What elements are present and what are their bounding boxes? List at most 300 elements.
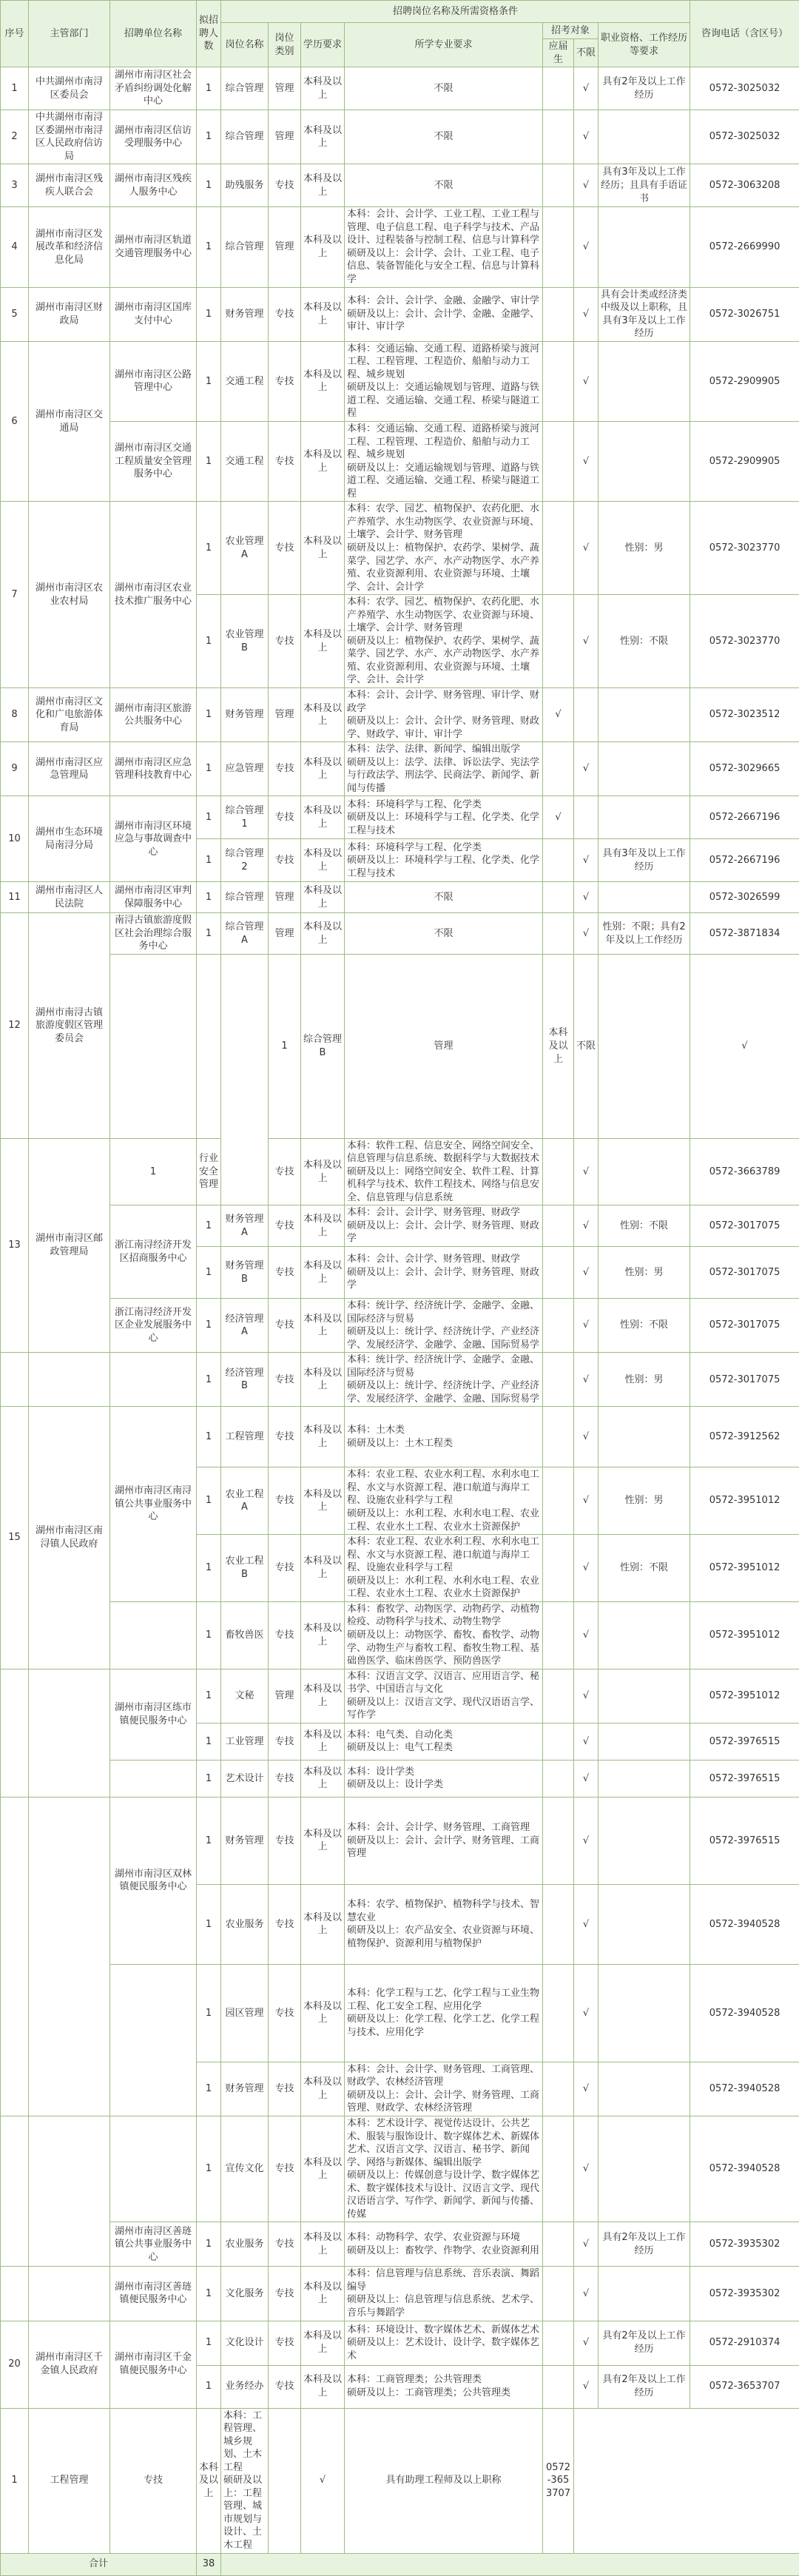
cell-index: 5 <box>1 287 29 341</box>
cell-major <box>345 2267 543 2321</box>
cell-edu: 本科及以上 <box>543 954 574 1138</box>
cell-any-check: √ <box>574 2321 599 2365</box>
cell-unit <box>221 954 269 1205</box>
cell-count: 1 <box>1 2408 29 2553</box>
header-fresh: 应届生 <box>543 39 574 67</box>
cell-any-check: √ <box>574 742 599 796</box>
cell-post: 工程管理 <box>221 1407 269 1467</box>
cell-phone: 0572-3976515 <box>690 1760 799 1797</box>
cell-any-check: √ <box>574 1353 599 1407</box>
major-line: 硕研及以上：会计、会计学、财务管理、工商管理 <box>347 1835 540 1860</box>
cell-index: 1 <box>1 67 29 110</box>
cell-any-check: √ <box>574 913 599 955</box>
cell-other-req: 具有2年及以上工作经历 <box>599 2321 690 2365</box>
cell-major <box>345 341 543 421</box>
cell-other-req: 性别：不限 <box>599 1535 690 1602</box>
cell-post: 交通工程 <box>221 422 269 502</box>
cell-dept <box>29 1669 110 1797</box>
major-line: 硕研及以上：水利工程、水利水电工程、农业工程、农业水土工程、农业水土资源保护 <box>347 1507 540 1533</box>
table-row <box>1 164 799 207</box>
cell-count: 1 <box>197 2365 221 2408</box>
cell-fresh-check <box>543 742 574 796</box>
cell-phone: 0572-3025032 <box>690 110 799 164</box>
header-any: 不限 <box>574 39 599 67</box>
cell-index: 20 <box>1 2321 29 2408</box>
cell-post: 艺术设计 <box>221 1760 269 1797</box>
cell-unit <box>110 1964 197 2116</box>
cell-category: 专技 <box>269 287 301 341</box>
cell-other-req: 具有2年及以上工作经历 <box>599 2365 690 2408</box>
major-line: 本科：工商管理类；公共管理类 <box>347 2373 540 2387</box>
cell-fresh-check <box>599 954 690 1138</box>
cell-any-check: √ <box>574 1884 599 1964</box>
cell-category: 专技 <box>269 2321 301 2365</box>
cell-edu: 本科及以上 <box>197 2408 221 2553</box>
cell-count: 1 <box>197 1669 221 1723</box>
cell-edu: 本科及以上 <box>301 1797 345 1884</box>
cell-other-req <box>599 882 690 913</box>
major-line: 本科：统计学、经济统计学、金融学、金融、国际经济与贸易 <box>347 1353 540 1379</box>
cell-phone: 0572-3029665 <box>690 742 799 796</box>
cell-major <box>345 742 543 796</box>
cell-major <box>345 1138 543 1205</box>
cell-fresh-check <box>543 1247 574 1299</box>
cell-major <box>345 1407 543 1467</box>
cell-count: 1 <box>197 1247 221 1299</box>
major-line: 本科：畜牧学、动物医学、动物药学、动植物检疫、动物科学与技术、动物生物学 <box>347 1603 540 1629</box>
cell-other-req <box>599 1760 690 1797</box>
cell-phone: 0572-3017075 <box>690 1353 799 1407</box>
cell-any-check: √ <box>574 341 599 421</box>
cell-post: 综合管理 <box>221 67 269 110</box>
cell-major: 不限 <box>345 67 543 110</box>
header-target-group: 招考对象 <box>543 23 599 39</box>
cell-count: 1 <box>197 1601 221 1669</box>
table-row <box>1 1601 799 1669</box>
cell-other-req <box>599 1407 690 1467</box>
cell-other-req: 具有3年及以上工作经历 <box>599 839 690 882</box>
cell-dept <box>29 2267 110 2321</box>
cell-major <box>345 1467 543 1535</box>
cell-category: 专技 <box>269 1884 301 1964</box>
header-conditions-group: 招聘岗位名称及所需资格条件 <box>221 1 690 23</box>
table-row <box>1 341 799 421</box>
cell-other-req <box>599 207 690 287</box>
cell-count: 1 <box>197 341 221 421</box>
cell-unit <box>110 1353 197 1407</box>
cell-any-check: √ <box>690 954 799 1138</box>
cell-any-check: √ <box>574 422 599 502</box>
cell-post: 农业管理B <box>221 595 269 688</box>
cell-index <box>110 954 197 1138</box>
major-line: 硕研及以上：土木工程类 <box>347 1437 540 1450</box>
cell-post: 综合管理2 <box>221 839 269 882</box>
major-line: 硕研及以上：电气工程类 <box>347 1741 540 1755</box>
major-line: 本科：法学、法律、新闻学、编辑出版学 <box>347 743 540 756</box>
table-row <box>1 422 799 502</box>
cell-edu: 本科及以上 <box>301 341 345 421</box>
cell-phone: 0572-3940528 <box>690 1964 799 2062</box>
header-index: 序号 <box>1 1 29 67</box>
table-row <box>1 110 799 164</box>
cell-count: 1 <box>197 1964 221 2062</box>
cell-category: 专技 <box>269 1797 301 1884</box>
cell-count: 1 <box>197 422 221 502</box>
cell-count: 1 <box>197 2062 221 2116</box>
cell-phone: 0572-3951012 <box>690 1601 799 1669</box>
major-line: 硕研及以上：会计、会计学、金融、金融学、审计、审计学 <box>347 308 540 334</box>
major-line: 本科：环境科学与工程、化学类 <box>347 798 540 812</box>
cell-other-req: 具有会计类或经济类中级及以上职称，且具有3年及以上工作经历 <box>599 287 690 341</box>
cell-fresh-check <box>543 110 574 164</box>
cell-category: 专技 <box>269 341 301 421</box>
cell-fresh-check <box>543 2062 574 2116</box>
cell-count: 1 <box>197 595 221 688</box>
cell-other-req <box>599 2116 690 2222</box>
cell-category: 专技 <box>269 502 301 595</box>
cell-edu: 本科及以上 <box>301 742 345 796</box>
cell-unit: 湖州市南浔区残疾人服务中心 <box>110 164 197 207</box>
cell-index: 4 <box>1 207 29 287</box>
cell-phone: 0572-3951012 <box>690 1669 799 1723</box>
total-filler <box>221 2553 799 2575</box>
major-line: 硕研及以上：水利工程、水利水电工程、农业工程、农业水土工程、农业水土资源保护 <box>347 1575 540 1601</box>
cell-other-req <box>599 1138 690 1205</box>
cell-phone: 0572-3023770 <box>690 595 799 688</box>
major-line: 硕研及以上：会计、会计学、财务管理、财政学、财政学、审计、审计学 <box>347 715 540 741</box>
total-row <box>1 2553 799 2575</box>
cell-fresh-check: √ <box>543 687 574 741</box>
major-line: 硕研及以上：会计、会计学、财务管理、财政学 <box>347 1266 540 1292</box>
cell-edu: 本科及以上 <box>301 1205 345 1247</box>
major-line: 硕研及以上：会计、会计学、财务管理、财政学 <box>347 1220 540 1245</box>
table-row <box>1 2222 799 2267</box>
major-line: 硕研及以上：工程管理、城市规划与设计、土木工程 <box>223 2474 266 2552</box>
cell-count: 1 <box>197 839 221 882</box>
cell-unit <box>110 1760 197 1797</box>
cell-major <box>345 1797 543 1884</box>
major-line: 本科：会计、会计学、财务管理、审计学、财政学 <box>347 689 540 715</box>
cell-major <box>345 502 543 595</box>
cell-other-req: 具有助理工程师及以上职称 <box>345 2408 543 2553</box>
major-line: 硕研及以上：环境科学与工程、化学类、化学工程与技术 <box>347 854 540 880</box>
major-line: 硕研及以上：艺术设计、设计学、数字媒体艺术 <box>347 2336 540 2362</box>
cell-category: 专技 <box>269 1964 301 2062</box>
major-line: 本科：农学、植物保护、植物科学与技术、智慧农业 <box>347 1898 540 1924</box>
cell-any-check: √ <box>574 1669 599 1723</box>
cell-dept: 中共湖州市南浔区委员会 <box>29 67 110 110</box>
cell-unit: 湖州市南浔区应急管理科技教育中心 <box>110 742 197 796</box>
cell-post: 财务管理B <box>221 1247 269 1299</box>
cell-category: 专技 <box>269 1760 301 1797</box>
cell-fresh-check <box>543 1601 574 1669</box>
cell-count: 1 <box>197 287 221 341</box>
cell-count: 1 <box>197 1353 221 1407</box>
cell-category: 管理 <box>269 67 301 110</box>
cell-other-req <box>599 1884 690 1964</box>
cell-count: 1 <box>110 1138 197 1205</box>
cell-post: 行业安全管理 <box>197 1138 221 1205</box>
cell-other-req: 性别：男 <box>599 1353 690 1407</box>
cell-edu: 本科及以上 <box>301 2062 345 2116</box>
cell-major <box>345 1669 543 1723</box>
major-line: 本科：环境科学与工程、化学类 <box>347 841 540 855</box>
cell-count: 1 <box>197 1205 221 1247</box>
cell-edu: 本科及以上 <box>301 2321 345 2365</box>
cell-count: 1 <box>197 207 221 287</box>
cell-major <box>345 1760 543 1797</box>
cell-dept: 湖州市南浔古镇旅游度假区管理委员会 <box>29 913 110 1138</box>
cell-category: 专技 <box>110 2408 197 2553</box>
cell-unit: 湖州市南浔区环境应急与事故调查中心 <box>110 796 197 882</box>
major-line: 本科：农业工程、农业水利工程、水利水电工程、水文与水资源工程、港口航道与海岸工程、设施农业科学与工程 <box>347 1468 540 1507</box>
major-line: 本科：化学工程与工艺、化学工程与工业生物工程、化工安全工程、应用化学 <box>347 1987 540 2013</box>
cell-phone: 0572-3017075 <box>690 1247 799 1299</box>
cell-category: 专技 <box>269 2062 301 2116</box>
cell-index: 12 <box>1 913 29 1138</box>
table-row <box>1 1138 799 1205</box>
cell-edu: 本科及以上 <box>301 110 345 164</box>
cell-count: 1 <box>197 742 221 796</box>
major-line: 硕研及以上：植物保护、农药学、果树学、蔬菜学、园艺学、水产、水产动物医学、水产养殖、农业资源利用、农业资源与环境、土壤学、会计、会计学 <box>347 635 540 687</box>
cell-category: 专技 <box>269 1247 301 1299</box>
cell-other-req: 性别：不限 <box>599 1299 690 1353</box>
major-line: 本科：交通运输、交通工程、道路桥梁与渡河工程、工程管理、工程造价、船舶与动力工程、城乡规划 <box>347 343 540 382</box>
cell-dept <box>29 1797 110 2116</box>
cell-any-check: √ <box>574 1467 599 1535</box>
cell-dept: 湖州市南浔区人民法院 <box>29 882 110 913</box>
cell-category: 专技 <box>269 1535 301 1602</box>
cell-major <box>345 796 543 839</box>
cell-phone: 0572-3026599 <box>690 882 799 913</box>
cell-post: 农业管理A <box>221 502 269 595</box>
major-line: 本科：会计、会计学、工业工程、工业工程与管理、电子信息工程、电子科学与技术、产品设计、过程装备与控制工程、信息与计算科学 <box>347 208 540 247</box>
cell-major <box>345 2365 543 2408</box>
table-row <box>1 1669 799 1723</box>
cell-any-check: √ <box>574 1760 599 1797</box>
cell-phone: 0572-3653707 <box>690 2365 799 2408</box>
cell-other-req <box>599 796 690 839</box>
cell-unit: 湖州市南浔区国库支付中心 <box>110 287 197 341</box>
cell-phone: 0572-3951012 <box>690 1467 799 1535</box>
cell-category: 专技 <box>269 1353 301 1407</box>
cell-major: 不限 <box>574 954 599 1138</box>
cell-category: 管理 <box>269 882 301 913</box>
cell-category: 管理 <box>269 687 301 741</box>
cell-major <box>345 2222 543 2267</box>
major-line: 硕研及以上：统计学、经济统计学、产业经济学、发展经济学、金融学、金融、国际贸易学 <box>347 1325 540 1351</box>
cell-phone: 0572-3976515 <box>690 1797 799 1884</box>
major-line: 硕研及以上：网络空间安全、软件工程、计算机科学与技术、软件工程技术、网络与信息安全、信息管理与信息系统 <box>347 1166 540 1205</box>
cell-edu: 本科及以上 <box>301 2116 345 2222</box>
cell-post: 财务管理 <box>221 2062 269 2116</box>
cell-count: 1 <box>197 2222 221 2267</box>
cell-index <box>1 1797 29 2116</box>
cell-edu: 本科及以上 <box>301 796 345 839</box>
cell-major <box>345 1601 543 1669</box>
cell-fresh-check <box>543 2116 574 2222</box>
cell-any-check: √ <box>574 2062 599 2116</box>
cell-any-check: √ <box>574 1964 599 2062</box>
cell-post: 综合管理1 <box>221 796 269 839</box>
cell-index: 11 <box>1 882 29 913</box>
major-line: 本科：设计学类 <box>347 1766 540 1779</box>
table-row <box>1 687 799 741</box>
cell-other-req <box>599 1964 690 2062</box>
cell-other-req: 具有2年及以上工作经历 <box>599 2222 690 2267</box>
cell-phone: 0572-3663789 <box>690 1138 799 1205</box>
major-line: 硕研及以上：交通运输规划与管理、道路与铁道工程、交通运输、交通工程、桥梁与隧道工程 <box>347 462 540 501</box>
cell-category: 专技 <box>269 2116 301 2222</box>
cell-category: 专技 <box>269 422 301 502</box>
cell-fresh-check <box>543 913 574 955</box>
cell-edu: 本科及以上 <box>301 164 345 207</box>
cell-major <box>345 287 543 341</box>
cell-any-check: √ <box>574 2116 599 2222</box>
cell-phone: 0572-3940528 <box>690 2116 799 2222</box>
cell-post: 工程管理 <box>29 2408 110 2553</box>
cell-edu: 本科及以上 <box>301 839 345 882</box>
cell-any-check: √ <box>574 287 599 341</box>
cell-major <box>345 1884 543 1964</box>
table-row <box>1 1205 799 1247</box>
cell-any-check: √ <box>574 1138 599 1205</box>
cell-count: 1 <box>197 502 221 595</box>
cell-fresh-check <box>543 502 574 595</box>
cell-post: 工业管理 <box>221 1723 269 1760</box>
table-row <box>1 1299 799 1353</box>
cell-post: 畜牧兽医 <box>221 1601 269 1669</box>
cell-fresh-check <box>543 341 574 421</box>
cell-any-check: √ <box>574 1247 599 1299</box>
cell-index: 8 <box>1 687 29 741</box>
cell-category: 专技 <box>269 1467 301 1535</box>
cell-any-check: √ <box>574 110 599 164</box>
table-row <box>1 287 799 341</box>
cell-major <box>345 1247 543 1299</box>
cell-dept: 湖州市南浔区邮政管理局 <box>29 1138 110 1353</box>
cell-unit: 湖州市南浔区社会矛盾纠纷调处化解中心 <box>110 67 197 110</box>
cell-dept <box>29 2116 110 2266</box>
cell-dept: 湖州市南浔区残疾人联合会 <box>29 164 110 207</box>
cell-index <box>1 2116 29 2266</box>
header-major: 所学专业要求 <box>345 23 543 67</box>
table-row <box>1 1353 799 1407</box>
cell-unit: 湖州市南浔区农业技术推广服务中心 <box>110 502 197 688</box>
cell-category: 专技 <box>269 164 301 207</box>
cell-any-check: √ <box>574 67 599 110</box>
cell-edu: 本科及以上 <box>301 422 345 502</box>
cell-any-check: √ <box>574 502 599 595</box>
cell-edu: 本科及以上 <box>301 1353 345 1407</box>
cell-fresh-check <box>543 595 574 688</box>
cell-other-req: 性别：不限 <box>599 1205 690 1247</box>
cell-other-req: 具有3年及以上工作经历；且具有手语证书 <box>599 164 690 207</box>
table-row <box>1 1407 799 1467</box>
major-line: 本科：会计、会计学、财务管理、工商管理、财政学、农林经济管理 <box>347 2063 540 2089</box>
cell-other-req: 性别：男 <box>599 1467 690 1535</box>
cell-any-check: √ <box>574 2365 599 2408</box>
cell-post: 综合管理 <box>221 110 269 164</box>
cell-any-check: √ <box>574 2267 599 2321</box>
cell-category: 管理 <box>269 1669 301 1723</box>
cell-count: 1 <box>197 1723 221 1760</box>
major-line: 本科：农学、园艺、植物保护、农药化肥、水产养殖学、水生动物医学、农业资源与环境、土壤学、会计学、财务管理 <box>347 596 540 635</box>
cell-post: 文化服务 <box>221 2267 269 2321</box>
table-row <box>1 207 799 287</box>
major-line: 硕研及以上：动物医学、畜牧、畜牧学、动物学、动物生产与畜牧工程、畜牧生物工程、基础兽医学、临床兽医学、预防兽医学 <box>347 1629 540 1668</box>
header-other: 职业资格、工作经历等要求 <box>599 23 690 67</box>
cell-count: 1 <box>197 2321 221 2365</box>
cell-phone: 0572-2909905 <box>690 422 799 502</box>
cell-edu: 本科及以上 <box>301 1964 345 2062</box>
cell-dept: 湖州市南浔区千金镇人民政府 <box>29 2321 110 2408</box>
cell-dept: 湖州市南浔区农业农村局 <box>29 502 110 688</box>
major-line: 本科：信息管理与信息系统、音乐表演、舞蹈编导 <box>347 2267 540 2293</box>
cell-count: 1 <box>197 1760 221 1797</box>
cell-major <box>345 207 543 287</box>
cell-dept: 湖州市南浔区南浔镇人民政府 <box>29 1407 110 1669</box>
cell-index: 13 <box>1 1138 29 1353</box>
cell-fresh-check <box>543 1723 574 1760</box>
cell-fresh-check <box>543 287 574 341</box>
cell-post: 农业服务 <box>221 1884 269 1964</box>
cell-major: 不限 <box>345 110 543 164</box>
cell-edu: 本科及以上 <box>301 67 345 110</box>
cell-any-check: √ <box>574 1601 599 1669</box>
major-line: 本科：会计、会计学、财务管理、工商管理 <box>347 1821 540 1835</box>
table-row <box>1 954 799 1138</box>
cell-fresh-check <box>543 422 574 502</box>
cell-post: 综合管理B <box>301 954 345 1138</box>
cell-fresh-check <box>543 1205 574 1247</box>
major-line: 硕研及以上：信息管理与信息系统、艺术学、音乐与舞蹈学 <box>347 2293 540 2319</box>
major-line: 本科：环境设计、数字媒体艺术、新媒体艺术 <box>347 2324 540 2337</box>
cell-category: 专技 <box>269 1723 301 1760</box>
cell-any-check: √ <box>574 595 599 688</box>
major-line: 硕研及以上：设计学类 <box>347 1778 540 1792</box>
cell-post: 农业工程A <box>221 1467 269 1535</box>
cell-fresh-check <box>543 1535 574 1602</box>
cell-index: 9 <box>1 742 29 796</box>
cell-dept: 湖州市南浔区应急管理局 <box>29 742 110 796</box>
cell-phone: 0572-2667196 <box>690 796 799 839</box>
cell-major <box>345 595 543 688</box>
major-line: 本科：交通运输、交通工程、道路桥梁与渡河工程、工程管理、工程造价、船舶与动力工程、城乡规划 <box>347 423 540 462</box>
cell-count: 1 <box>197 110 221 164</box>
cell-any-check: √ <box>574 1407 599 1467</box>
cell-count: 1 <box>197 1884 221 1964</box>
cell-count: 1 <box>197 164 221 207</box>
cell-edu: 本科及以上 <box>301 1601 345 1669</box>
cell-any-check: √ <box>574 2222 599 2267</box>
cell-post: 文秘 <box>221 1669 269 1723</box>
cell-major <box>345 2062 543 2116</box>
cell-edu: 本科及以上 <box>301 502 345 595</box>
cell-major <box>221 2408 269 2553</box>
table-row <box>1 1964 799 2062</box>
cell-edu: 本科及以上 <box>301 287 345 341</box>
cell-phone: 0572-3871834 <box>690 913 799 955</box>
cell-category: 管理 <box>269 207 301 287</box>
cell-other-req <box>599 687 690 741</box>
cell-post: 农业服务 <box>221 2222 269 2267</box>
cell-post: 财务管理 <box>221 287 269 341</box>
cell-any-check: √ <box>574 1723 599 1760</box>
cell-dept <box>197 954 221 1138</box>
cell-dept: 湖州市南浔区文化和广电旅游体育局 <box>29 687 110 741</box>
cell-other-req <box>599 1669 690 1723</box>
